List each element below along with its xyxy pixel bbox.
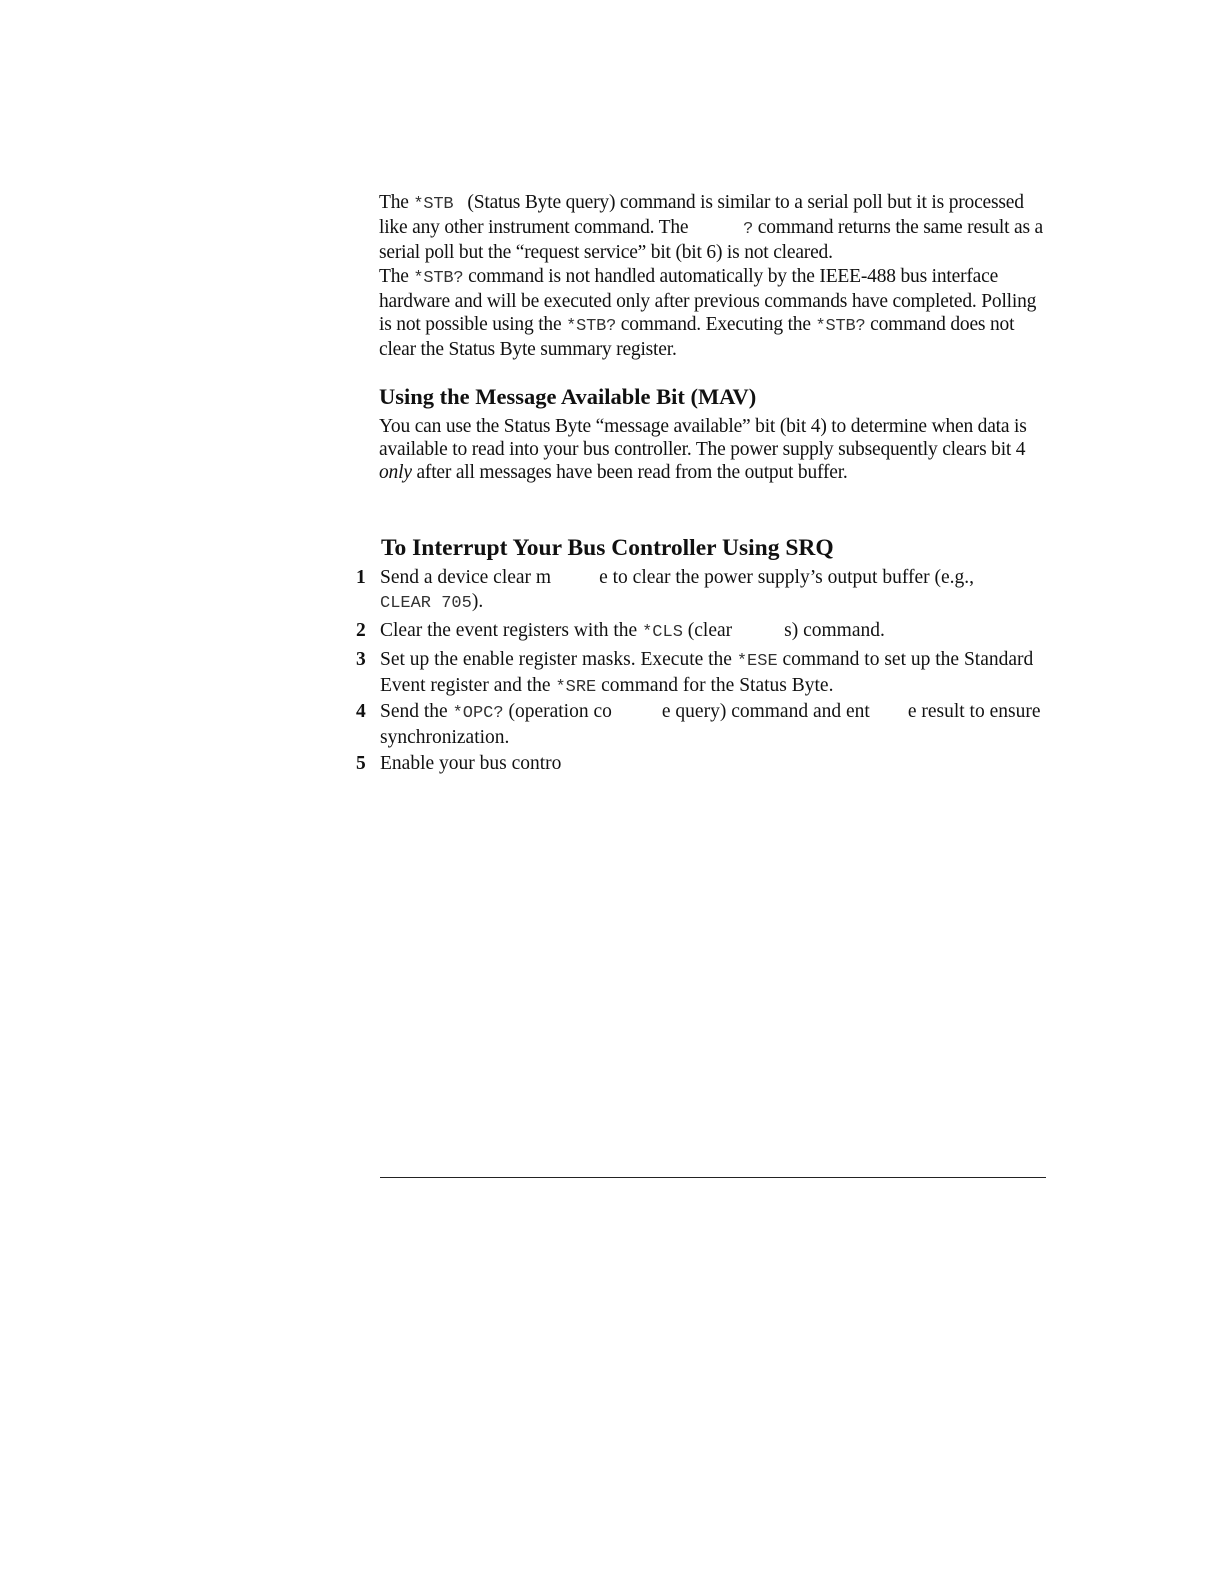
step-text: Set up the enable register masks. Execute the *ESE command to set up the Standard Event register and the *SRE command for the Status Byte. (380, 649, 1034, 697)
code-stb-query: *STB? (815, 317, 866, 336)
step-number: 5 (356, 753, 366, 774)
paragraph-stb-query: The *STB (Status Byte query) command is similar to a serial poll but it is processed like any other instrument command. The ? command returns the same result as a serial poll but the “request service” bit (bit 6) is not cleared. (379, 192, 1043, 263)
step-text: Send the *OPC? (operation co e query) command and ent e result to ensure synchronization. (380, 701, 1041, 748)
emphasis-only: only (379, 462, 412, 483)
step-number: 4 (356, 701, 366, 722)
step-number: 1 (356, 567, 366, 588)
heading-message-available-bit: Using the Message Available Bit (MAV) (379, 384, 757, 409)
code-cls: *CLS (642, 623, 683, 642)
heading-interrupt-srq: To Interrupt Your Bus Controller Using SRQ (381, 535, 834, 561)
code-sre: *SRE (555, 678, 597, 697)
code-stb-query: *STB? (413, 269, 464, 288)
step-text: Enable your bus contro (380, 753, 562, 774)
code-stb: *STB (413, 195, 454, 214)
step-number: 3 (356, 649, 366, 670)
step-number: 2 (356, 620, 366, 641)
paragraph-mav: You can use the Status Byte “message available” bit (bit 4) to determine when data is available to read into your bus controller. The power supply subsequently clears bit 4 only after all messages have been read from the output buffer. (379, 416, 1027, 483)
horizontal-rule (380, 1177, 1046, 1178)
step-text: Send a device clear m e to clear the power supply’s output buffer (e.g., CLEAR 705). (380, 567, 975, 613)
code-ese: *ESE (736, 652, 778, 671)
code-stb-query: *STB? (566, 317, 617, 336)
code-opc-query: *OPC? (452, 704, 504, 723)
step-text: Clear the event registers with the *CLS (clear s) command. (380, 620, 885, 642)
code-clear-705: CLEAR 705 (380, 594, 472, 613)
paragraph-stb-handling: The *STB? command is not handled automatically by the IEEE-488 bus interface hardware and will be executed only after previous commands have completed. Polling is not possible using the *STB? command. Executing the *STB? command does not clear the Status Byte summary register. (379, 266, 1037, 360)
code-query-mark: ? (743, 220, 754, 239)
